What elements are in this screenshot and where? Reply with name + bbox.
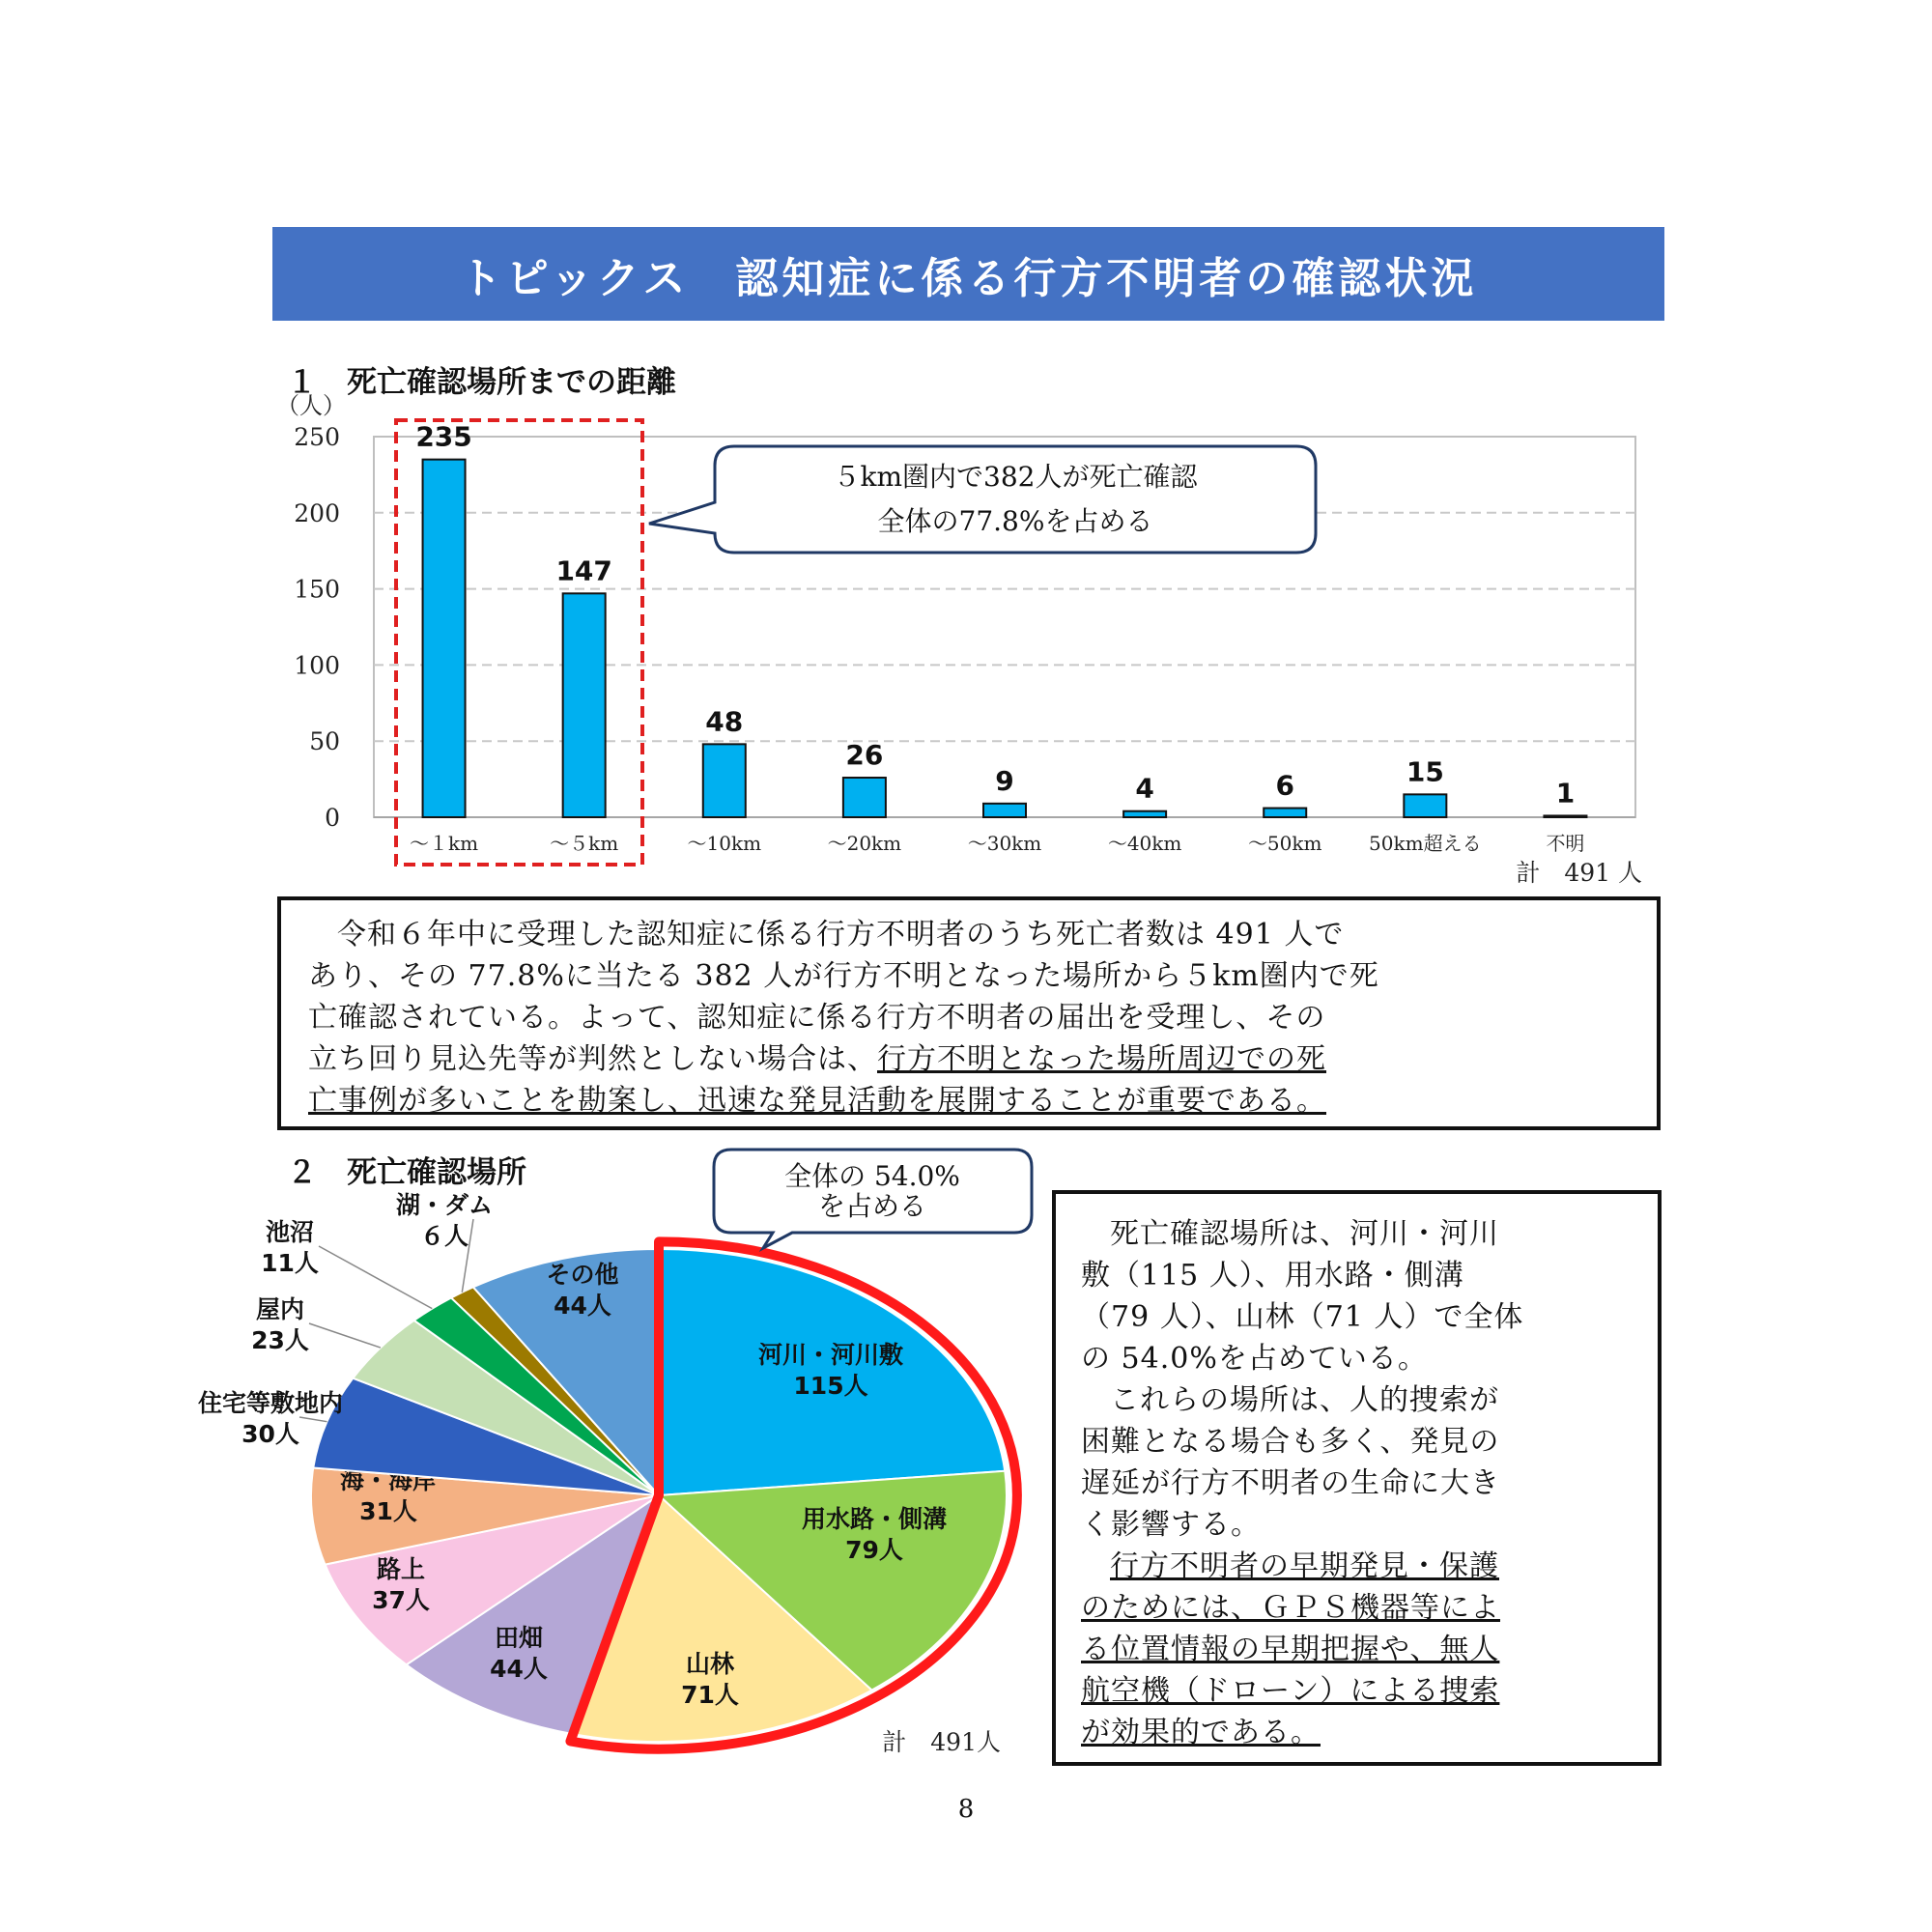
bar-value-label: 4 (1135, 772, 1154, 805)
pie-label-value: ６人 (419, 1222, 469, 1250)
pie-label-value: 31人 (359, 1497, 417, 1525)
leader-line (319, 1246, 432, 1309)
banner-title: トピックス 認知症に係る行方不明者の確認状況 (459, 253, 1478, 303)
pie-label-name: 屋内 (255, 1295, 305, 1323)
pie-label-value: 37人 (372, 1586, 430, 1614)
pie-label-value: 79人 (845, 1536, 903, 1564)
bar-value-label: 1 (1555, 777, 1576, 810)
x-tick-label: 50km超える (1369, 832, 1482, 855)
callout-line-2: 全体の77.8%を占める (877, 505, 1153, 537)
pie-label-value: 23人 (251, 1326, 309, 1354)
leader-line (309, 1323, 381, 1348)
y-tick-label: 200 (294, 498, 340, 527)
callout-line-2: を占める (817, 1190, 927, 1222)
pie-label-name: 河川・河川敷 (757, 1341, 904, 1369)
pie-label-value: 115人 (793, 1372, 868, 1400)
x-tick-label: ～30km (967, 832, 1042, 855)
bar-value-label: 147 (555, 554, 612, 587)
x-tick-label: ～10km (687, 832, 762, 855)
pie-label-name: 山林 (685, 1650, 735, 1678)
pie-label-value: 11人 (261, 1249, 319, 1277)
x-tick-label: ～１km (410, 832, 479, 855)
callout-line-1: 全体の 54.0% (784, 1160, 960, 1192)
summary-text-box-2 (1052, 1190, 1662, 1766)
y-tick-label: 250 (294, 423, 340, 451)
pie-label-value: 30人 (242, 1420, 299, 1448)
bar-value-label: 6 (1275, 769, 1294, 802)
summary-paragraph-1: 令和６年中に受理した認知症に係る行方不明者のうち死亡者数は 491 人で あり、その 77.8%に当たる 382 人が行方不明となった場所から５km圏内で死 亡確認されている。よって、認知症に係る行方不明者の届出を受理し、その 立ち回り見込先等が判然としない場合は、行方不明となった場所周辺での死 亡事例が多いことを勘案し、迅速な発見活動を展開することが重要である。 (308, 918, 1379, 1118)
section1-title: １ 死亡確認場所までの距離 (287, 365, 676, 400)
callout-bubble-2 (714, 1150, 1032, 1248)
pie-label-name: 住宅等敷地内 (197, 1389, 344, 1417)
pie-label-value: 44人 (490, 1655, 548, 1683)
x-tick-label: ～40km (1107, 832, 1182, 855)
bar-value-label: 9 (995, 764, 1014, 797)
pie-label-value: 71人 (681, 1681, 739, 1709)
y-tick-label: 0 (325, 804, 340, 832)
pie-label-name: 池沼 (265, 1218, 315, 1246)
y-tick-label: 50 (309, 727, 340, 756)
bar-value-label: 48 (705, 705, 744, 738)
pie-label-name: 田畑 (494, 1624, 544, 1652)
pie-label-name: 湖・ダム (395, 1191, 494, 1219)
pie-label-value: 44人 (554, 1292, 611, 1320)
pie-total-label: 計 491人 (882, 1728, 1001, 1756)
pie-label-name: その他 (546, 1261, 619, 1289)
x-tick-label: 不明 (1546, 832, 1585, 855)
x-tick-label: ～５km (550, 832, 619, 855)
leader-line (299, 1417, 327, 1422)
bar-value-label: 26 (845, 739, 884, 772)
pie-label-name: 海・海岸 (339, 1466, 438, 1494)
pie-label-name: 路上 (376, 1555, 426, 1583)
pie-label-name: 用水路・側溝 (801, 1505, 948, 1533)
bar-total-label: 計 491 人 (1516, 859, 1642, 887)
y-axis-unit: （人） (276, 392, 346, 419)
summary-paragraph-2: 死亡確認場所は、河川・河川 敷（115 人）、用水路・側溝 （79 人）、山林（71 人）で全体 の 54.0%を占めている。 これらの場所は、人的捜索が 困難となる場合も多く、発見の 遅延が行方不明者の生命に大き く影響する。 行方不明者の早期発見・保護 のためには、ＧＰＳ機器等によ る位置情報の早期把握や、無人 航空機（ドローン）による捜索 が効果的である。 (1081, 1217, 1524, 1749)
x-tick-label: ～50km (1247, 832, 1322, 855)
callout-line-1: ５km圏内で382人が死亡確認 (833, 461, 1198, 493)
section2-title: ２ 死亡確認場所 (287, 1155, 526, 1190)
x-tick-label: ～20km (827, 832, 902, 855)
y-tick-label: 150 (294, 575, 340, 604)
bar-value-label: 15 (1406, 755, 1444, 788)
y-tick-label: 100 (294, 651, 340, 680)
bar-value-label: 235 (415, 420, 472, 453)
page-number: 8 (957, 1795, 975, 1824)
